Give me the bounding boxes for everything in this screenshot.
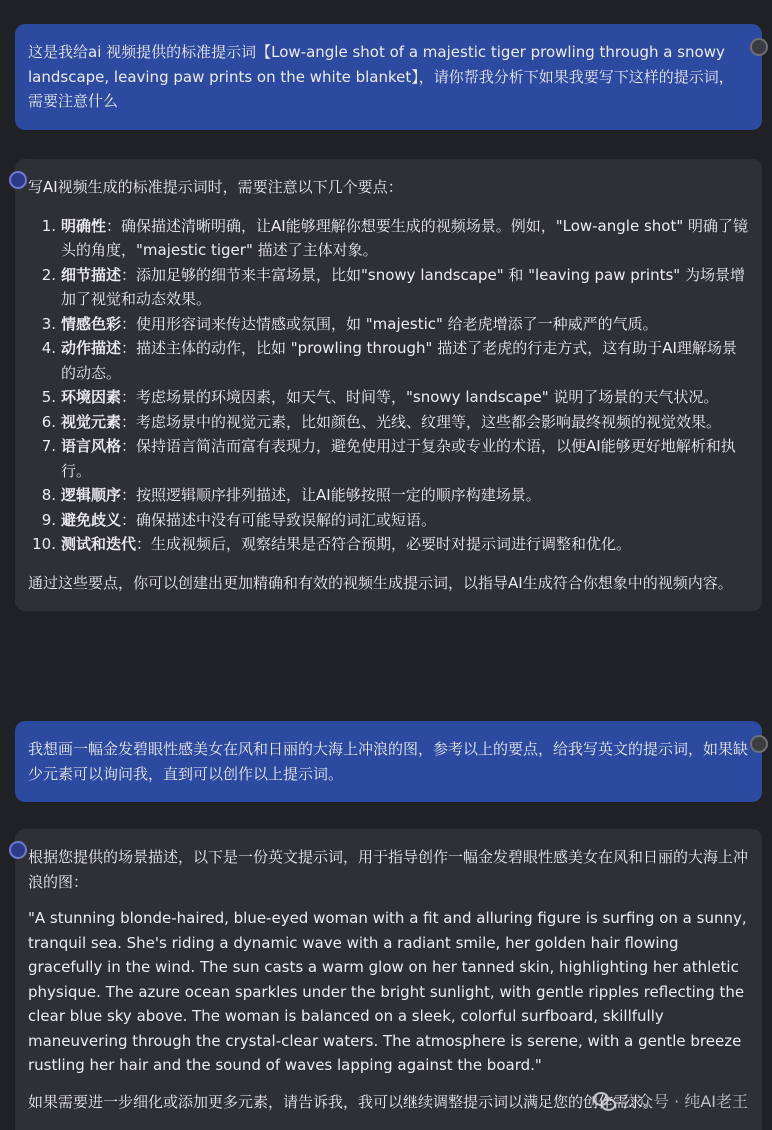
- tip-item: [28, 508, 748, 533]
- tip-body: [61, 532, 748, 557]
- tip-title: 语言风格: [61, 437, 122, 455]
- tip-title: 避免歧义: [61, 510, 122, 529]
- tip-number: 10.: [32, 535, 56, 553]
- tip-title: 明确性: [61, 216, 107, 235]
- tip-body: [61, 410, 748, 435]
- tip-number: 1.: [41, 216, 56, 235]
- tip-title: 测试和迭代: [61, 535, 137, 553]
- tip-body: [61, 508, 748, 533]
- tip-title: 细节描述: [61, 265, 122, 284]
- tip-title: 逻辑顺序: [61, 486, 122, 504]
- assistant-avatar: [9, 841, 27, 859]
- assistant-intro: 写AI视频生成的标准提示词时，需要注意以下几个要点：: [28, 178, 403, 196]
- tip-body: [61, 434, 748, 483]
- tip-item: [28, 336, 748, 385]
- watermark-text: 公众号 · 纯AI老王: [621, 1092, 748, 1111]
- tip-body: [61, 385, 748, 410]
- tip-number: 5.: [41, 388, 56, 406]
- tip-description: ：按照逻辑顺序排列描述，让AI能够按照一定的顺序构建场景。: [121, 486, 541, 504]
- assistant-message-2: [15, 829, 762, 1130]
- tip-title: 环境因素: [61, 388, 122, 406]
- tip-title: 视觉元素: [61, 412, 122, 431]
- user-avatar: [750, 38, 768, 56]
- wechat-icon: [593, 1092, 615, 1110]
- tip-title: 动作描述: [61, 339, 122, 357]
- tip-title: 情感色彩: [61, 314, 122, 333]
- user-message-text: 我想画一幅金发碧眼性感美女在风和日丽的大海上冲浪的图，参考以上的要点，给我写英文的提示词，如果缺少元素可以询问我，直到可以创作以上提示词。: [28, 740, 749, 783]
- assistant-avatar: [9, 171, 27, 189]
- tip-description: ：添加足够的细节来丰富场景，比如"snowy landscape" 和 "leaving paw prints" 为场景增加了视觉和动态效果。: [61, 265, 745, 308]
- tip-description: ：考虑场景的环境因素，如天气、时间等，"snowy landscape" 说明了场景的天气状况。: [121, 388, 719, 406]
- tip-description: ：生成视频后，观察结果是否符合预期，必要时对提示词进行调整和优化。: [136, 535, 632, 553]
- tip-number: 8.: [41, 486, 56, 504]
- tip-body: [61, 263, 748, 312]
- tip-description: ：确保描述清晰明确，让AI能够理解你想要生成的视频场景。例如，"Low-angle shot" 明确了镜头的角度，"majestic tiger" 描述了主体对象。: [61, 216, 748, 259]
- tip-number: 9.: [41, 510, 56, 529]
- tip-item: [28, 483, 748, 508]
- tip-number: 3.: [41, 314, 56, 333]
- watermark: [593, 1089, 748, 1112]
- tip-item: [28, 532, 748, 557]
- tip-item: [28, 214, 748, 263]
- tip-description: ：保持语言简洁而富有表现力，避免使用过于复杂或专业的术语，以便AI能够更好地解析和执行。: [61, 437, 736, 480]
- user-message-2: [15, 721, 762, 802]
- assistant-intro: 根据您提供的场景描述，以下是一份英文提示词，用于指导创作一幅金发碧眼性感美女在风和日丽的大海上冲浪的图：: [28, 848, 749, 891]
- tip-number: 7.: [41, 437, 56, 455]
- user-avatar: [750, 735, 768, 753]
- tip-item: [28, 385, 748, 410]
- tips-list: [28, 214, 748, 557]
- tip-item: [28, 312, 748, 337]
- tip-number: 4.: [41, 339, 56, 357]
- tip-description: ：使用形容词来传达情感或氛围，如 "majestic" 给老虎增添了一种威严的气质。: [121, 314, 658, 333]
- assistant-outro: 如果需要进一步细化或添加更多元素，请告诉我，我可以继续调整提示词以满足您的创作需求。: [28, 1092, 659, 1111]
- user-message-1: [15, 24, 762, 130]
- tip-description: ：描述主体的动作，比如 "prowling through" 描述了老虎的行走方式，这有助于AI理解场景的动态。: [61, 339, 737, 382]
- tip-body: [61, 483, 748, 508]
- english-prompt-quote: "A stunning blonde-haired, blue-eyed woman with a fit and alluring figure is surfing on a sunny, tranquil sea. She's riding a dynamic wave with a radiant smile, her golden hair flowing gracefully in the wind. The sun casts a warm glow on her tanned skin, highlighting her athletic physique. The azure ocean sparkles under the bright sunlight, with gentle ripples reflecting the clear blue sky above. The woman is balanced on a sleek, colorful surfboard, skillfully maneuvering through the crystal-clear waters. The atmosphere is serene, with a gentle breeze rustling her hair and the sound of waves lapping against the board.": [28, 909, 747, 1074]
- tip-item: [28, 263, 748, 312]
- tip-description: ：考虑场景中的视觉元素，比如颜色、光线、纹理等，这些都会影响最终视频的视觉效果。: [121, 412, 722, 431]
- tip-number: 6.: [41, 412, 56, 431]
- assistant-message-1: [15, 159, 762, 611]
- assistant-outro: 通过这些要点，你可以创建出更加精确和有效的视频生成提示词，以指导AI生成符合你想象中的视频内容。: [28, 573, 733, 592]
- tip-body: [61, 312, 748, 337]
- tip-item: [28, 434, 748, 483]
- tip-body: [61, 336, 748, 385]
- tip-item: [28, 410, 748, 435]
- tip-description: ：确保描述中没有可能导致误解的词汇或短语。: [121, 510, 437, 529]
- tip-body: [61, 214, 748, 263]
- tip-number: 2.: [41, 265, 56, 284]
- user-message-text: 这是我给ai 视频提供的标准提示词【Low-angle shot of a majestic tiger prowling through a snowy landscape, leaving paw prints on the white blanket】，请你帮我分析下如果我要写下这样的提示词，需要注意什么: [28, 43, 734, 110]
